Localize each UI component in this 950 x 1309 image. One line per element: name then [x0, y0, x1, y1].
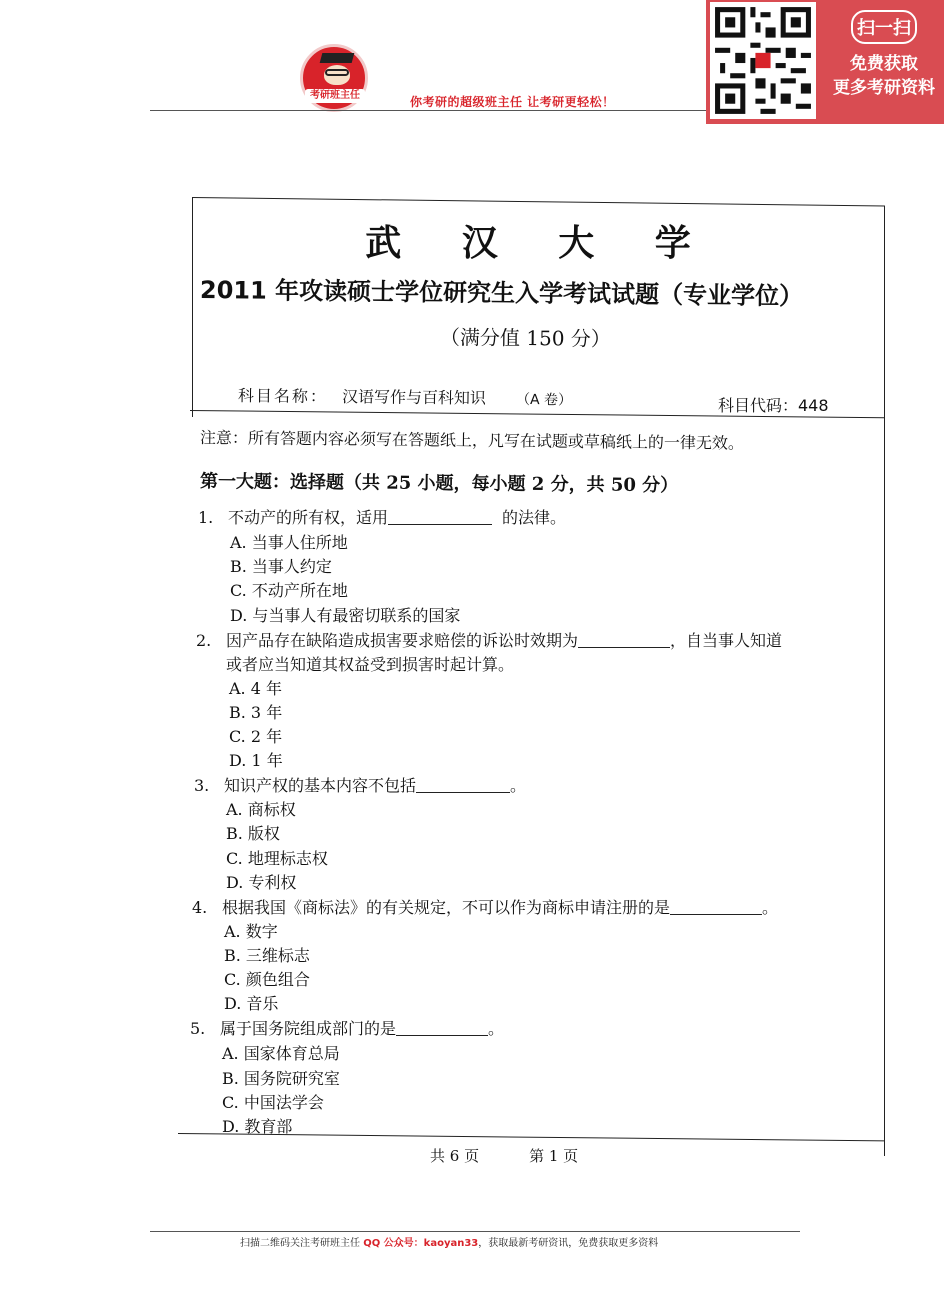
- option: C. 2 年: [229, 727, 283, 746]
- logo-text: 考研班主任: [305, 89, 365, 103]
- option: A. 商标权: [226, 800, 296, 819]
- option: D. 1 年: [229, 751, 283, 770]
- sheet-border-right: [884, 206, 885, 1156]
- question-4: [192, 895, 778, 918]
- question-1: [198, 505, 566, 528]
- glasses-icon: [325, 69, 349, 76]
- subject-row: [238, 383, 572, 409]
- option: D. 专利权: [226, 873, 297, 892]
- question-stem: 根据我国《商标法》的有关规定，不可以作为商标申请注册的是: [222, 898, 671, 917]
- graduation-cap-icon: [320, 53, 355, 63]
- question-5: [190, 1016, 504, 1039]
- option: B. 当事人约定: [230, 557, 332, 576]
- question-number: 2.: [196, 631, 212, 650]
- question-stem: 知识产权的基本内容不包括: [224, 776, 417, 795]
- exam-notice: 注意：所有答题内容必须写在答题纸上，凡写在试题或草稿纸上的一律无效。: [199, 428, 745, 453]
- promo-line-1: 免费获取: [850, 54, 918, 74]
- subject-label: 科目名称：: [237, 386, 329, 406]
- question-number: 1.: [198, 508, 214, 527]
- header-slogan: 你考研的超级班主任 让考研更轻松！: [410, 95, 615, 109]
- option: C. 不动产所在地: [230, 581, 348, 600]
- question-stem-end: 。: [762, 898, 779, 917]
- section-heading: 第一大题：选择题（共 25 小题，每小题 2 分，共 50 分）: [199, 471, 679, 497]
- promo-line-2: 更多考研资料: [833, 78, 935, 98]
- promo-text[interactable]: [828, 10, 940, 100]
- option: A. 4 年: [229, 679, 282, 698]
- option: C. 中国法学会: [222, 1093, 324, 1112]
- page-total: 共 6 页: [430, 1147, 480, 1165]
- question-number: 4.: [192, 898, 208, 917]
- option: D. 教育部: [222, 1117, 293, 1136]
- option: C. 地理标志权: [226, 849, 328, 868]
- question-stem-end: 的法律。: [502, 508, 567, 527]
- question-3: [194, 773, 526, 796]
- university-name: [0, 215, 950, 266]
- answer-blank: [670, 899, 762, 915]
- page-indicator: [430, 1145, 578, 1166]
- qr-code-graphic: [710, 2, 816, 119]
- answer-blank: [416, 777, 510, 793]
- question-stem-end: 。: [488, 1019, 505, 1038]
- question-stem: 属于国务院组成部门的是: [220, 1019, 397, 1038]
- question-stem: 因产品存在缺陷造成损害要求赔偿的诉讼时效期为: [226, 631, 579, 650]
- full-score: （满分值 150 分）: [439, 325, 611, 351]
- option: A. 当事人住所地: [230, 533, 348, 552]
- brand-logo: [300, 44, 368, 112]
- question-2: [196, 628, 782, 651]
- footer-suffix: ，获取最新考研资讯，免费获取更多资料: [478, 1238, 659, 1249]
- footer-prefix: 扫描二维码关注考研班主任: [240, 1238, 364, 1249]
- footer-divider: [150, 1231, 800, 1232]
- option: B. 国务院研究室: [222, 1069, 340, 1088]
- question-number: 5.: [190, 1019, 206, 1038]
- option: C. 颜色组合: [224, 970, 310, 989]
- option: A. 国家体育总局: [222, 1044, 340, 1063]
- paper-version: （A 卷）: [515, 391, 573, 409]
- qr-code-icon[interactable]: [710, 2, 816, 119]
- page-current: 第 1 页: [529, 1147, 579, 1165]
- footer-text: [240, 1234, 658, 1249]
- question-stem: 不动产的所有权，适用: [228, 508, 389, 527]
- answer-blank: [396, 1020, 488, 1036]
- question-line-2: 或者应当知道其权益受到损害时起计算。: [226, 655, 515, 674]
- question-number: 3.: [194, 776, 210, 795]
- option: A. 数字: [224, 922, 278, 941]
- footer-account[interactable]: QQ 公众号：kaoyan33: [363, 1238, 479, 1249]
- option: D. 音乐: [224, 994, 279, 1013]
- option: D. 与当事人有最密切联系的国家: [230, 606, 461, 625]
- university-name-text: 武 汉 大 学: [365, 223, 715, 264]
- subject-name: 汉语写作与百科知识: [341, 387, 487, 408]
- option: B. 版权: [226, 824, 280, 843]
- subject-code: 科目代码：448: [718, 396, 829, 415]
- question-stem-end: ，自当事人知道: [670, 631, 783, 650]
- answer-blank: [578, 632, 670, 648]
- exam-title: 2011 年攻读硕士学位研究生入学考试试题（专业学位）: [199, 276, 804, 311]
- sheet-border-top: [192, 197, 885, 206]
- question-stem-end: 。: [510, 776, 527, 795]
- option: B. 3 年: [229, 703, 283, 722]
- option: B. 三维标志: [224, 946, 310, 965]
- promo-scan-label: 扫一扫: [851, 10, 917, 44]
- header-divider: [150, 110, 710, 111]
- answer-blank: [388, 509, 492, 525]
